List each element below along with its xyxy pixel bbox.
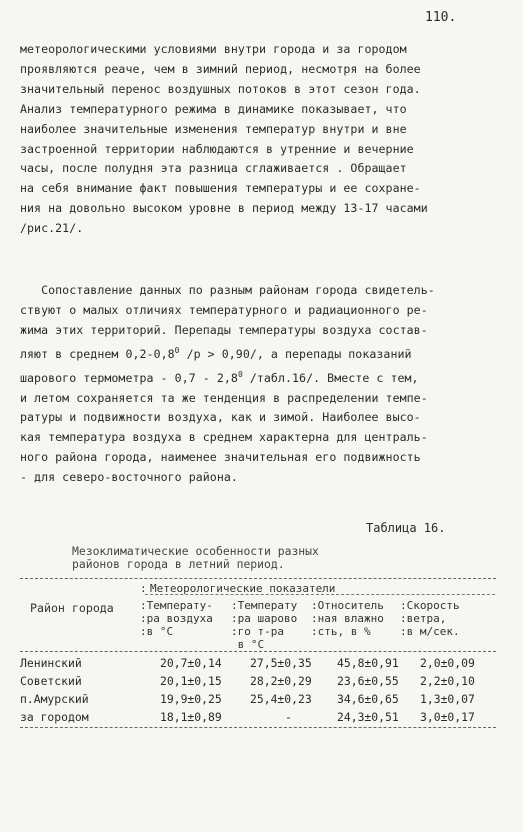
text-line: значительный перенос воздушных потоков в этот сезон года. xyxy=(20,81,421,96)
degree-mark: 0 xyxy=(237,369,243,379)
caption-line: Мезоклиматические особенности разных xyxy=(72,544,319,558)
text-line: проявляются реаче, чем в зимний период, несмотря на более xyxy=(20,61,421,76)
table-cell: 3,0±0,17 xyxy=(420,710,475,724)
text-line: ратуры и подвижности воздуха, как и зимой. Наиболее высо- xyxy=(20,410,421,425)
text-line: жима этих территорий. Перепады температуры воздуха состав- xyxy=(20,322,428,337)
column-header-line: в °С xyxy=(237,638,265,651)
row-header: Район города xyxy=(30,601,114,615)
table-cell: 25,4±0,23 xyxy=(250,692,312,706)
table-cell: 28,2±0,29 xyxy=(250,674,312,688)
table-cell: 23,6±0,55 xyxy=(337,674,399,688)
table-row-district: за городом xyxy=(20,710,89,724)
text-line xyxy=(20,341,495,365)
column-header-line: сть, в % xyxy=(317,625,371,638)
column-header-line: в м/сек. xyxy=(406,625,460,638)
column-header-line: Скорость xyxy=(406,599,460,612)
degree-mark: 0 xyxy=(174,345,180,355)
text-line: и летом сохраняется та же тенденция в распределении темпе- xyxy=(20,390,428,405)
text-line xyxy=(20,365,495,389)
table-cell: 24,3±0,51 xyxy=(337,710,399,724)
text-fragment: шарового термометра - 0,7 - 2,8 xyxy=(20,370,238,385)
table-row-district: Ленинский xyxy=(20,656,82,670)
table-cell: 20,7±0,14 xyxy=(160,656,222,670)
table-header-rule xyxy=(20,651,496,652)
table-cell: 19,9±0,25 xyxy=(160,692,222,706)
text-line: /рис.21/. xyxy=(20,221,84,236)
table-row-district: Советский xyxy=(20,674,82,688)
paragraph-1 xyxy=(20,40,495,239)
table-cell: 1,3±0,07 xyxy=(420,692,475,706)
table-label: Таблица 16. xyxy=(366,521,446,535)
column-header: :Скорость :ветра, :в м/сек. xyxy=(400,599,460,638)
column-header-line: ра воздуха xyxy=(146,612,213,625)
table-cell: 2,2±0,10 xyxy=(420,674,475,688)
text-line: - для северо-восточного района. xyxy=(20,470,238,485)
table-cell: 18,1±0,89 xyxy=(160,710,222,724)
table-cell: 45,8±0,91 xyxy=(337,656,399,670)
table-cell: 34,6±0,65 xyxy=(337,692,399,706)
text-line: ного района города, наименее значительная его подвижность xyxy=(20,450,421,465)
table-cell: 27,5±0,35 xyxy=(250,656,312,670)
colon-sep: : xyxy=(140,582,147,595)
text-line: кая температура воздуха в среднем характерна для централь- xyxy=(20,430,428,445)
column-header-line: в °С xyxy=(146,625,174,638)
text-line: Сопоставление данных по разным районам города свидетель- xyxy=(20,283,435,297)
table-row-district: п.Амурский xyxy=(20,692,89,706)
column-header-line: ветра, xyxy=(406,612,447,625)
column-header-line: ра шарово xyxy=(237,612,298,625)
text-line: наиболее значительные изменения температур внутри и вне xyxy=(20,121,407,136)
column-header-line: ная влажно xyxy=(317,612,384,625)
text-line: метеорологическими условиями внутри города и за городом xyxy=(20,42,407,56)
page-number: 110. xyxy=(425,10,457,25)
text-line: ствуют о малых отличиях температурного и радиационного ре- xyxy=(20,302,428,317)
text-line: ния на довольно высоком уровне в период между 13-17 часами xyxy=(20,201,428,216)
table-caption xyxy=(72,545,319,571)
column-header: :Относитель :ная влажно :сть, в % xyxy=(311,599,384,638)
caption-line: районов города в летний период. xyxy=(72,557,285,571)
table-top-rule xyxy=(20,578,496,579)
paragraph-2 xyxy=(20,281,495,488)
text-line: застроенной территории наблюдаются в утренние и вечерние xyxy=(20,141,414,156)
column-header: :Температу :ра шарово :го т-ра в °С xyxy=(231,599,298,651)
table-cell: 20,1±0,15 xyxy=(160,674,222,688)
text-line: Анализ температурного режима в динамике показывает, что xyxy=(20,101,407,116)
column-header-line: го т-ра xyxy=(237,625,284,638)
column-header: :Температу- :ра воздуха :в °С xyxy=(140,599,213,638)
table-cell: - xyxy=(285,710,292,724)
column-header-line: Температу xyxy=(237,599,298,612)
table-bottom-rule xyxy=(20,727,496,728)
text-line: на себя внимание факт повышения температуры и ее сохране- xyxy=(20,181,421,196)
table-cell: 2,0±0,09 xyxy=(420,656,475,670)
column-header-line: Относитель xyxy=(317,599,384,612)
text-line: часы, после полудня эта разница сглаживается . Обращает xyxy=(20,161,407,176)
text-fragment: /р > 0,90/, а перепады показаний xyxy=(179,346,412,361)
group-header: Метеорологические показатели xyxy=(150,582,336,595)
text-fragment: ляют в среднем 0,2-0,8 xyxy=(20,346,175,361)
text-fragment: /табл.16/. Вместе с тем, xyxy=(242,370,419,385)
column-header-line: Температу- xyxy=(146,599,213,612)
